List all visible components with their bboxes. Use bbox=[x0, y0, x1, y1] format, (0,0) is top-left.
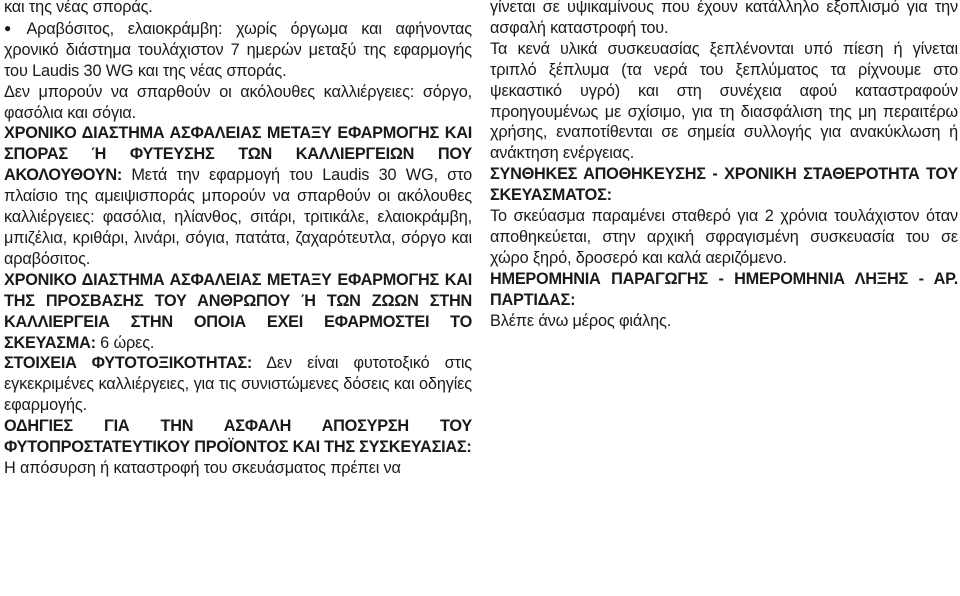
section-body: 6 ώρες. bbox=[95, 333, 155, 352]
section-replanting-interval bbox=[4, 123, 472, 269]
section-body: Μετά την εφαρμογή του Laudis 30 WG, στο πλαίσιο της αμειψισποράς μπορούν να σπαρθούν οι ακόλουθες καλλιέργειες: φασόλια, ηλίανθος, σιτάρι, τριτικάλε, ελαιοκράμβη, μπιζέλια, κριθάρι, λινάρι, σόγια, πατάτα, ζαχαρότευτλα, σόργο και αραβόσιτος. bbox=[4, 166, 472, 268]
section-disposal-body: Η απόσυρση ή καταστροφή του σκευάσματος πρέπει να bbox=[4, 458, 401, 477]
section-reentry-interval bbox=[4, 270, 472, 354]
rotation-bullet-text: Αραβόσιτος, ελαιοκράμβη: χωρίς όργωμα και αφήνοντας χρονικό διάστημα τουλάχιστον 7 ημερών μεταξύ της εφαρμογής του Laudis 30 WG και της νέας σποράς. bbox=[4, 19, 472, 80]
section-heading: ΣΤΟΙΧΕΙΑ ΦΥΤΟΤΟΞΙΚΟΤΗΤΑΣ: bbox=[4, 354, 253, 373]
packaging-rinse-text: Τα κενά υλικά συσκευασίας ξεπλένονται υπό πίεση ή γίνεται τριπλό ξέπλυμα (τα νερά του ξεπλύματος τα ρίχνουμε στο ψεκαστικό υγρό) και στη συνέχεια αφού καταστραφούν προηγουμένως με σχίσιμο, για τη διασφάλιση της μη περαιτέρω χρήσης, εναποτίθενται σε σημεία συλλογής για ανακύκλωση ή ανάκτηση ενέργειας. bbox=[490, 39, 958, 163]
section-heading: ΧΡΟΝΙΚΟ ΔΙΑΣΤΗΜΑ ΑΣΦΑΛΕΙΑΣ ΜΕΤΑΞΥ ΕΦΑΡΜΟΓΗΣ ΚΑΙ ΤΗΣ ΠΡΟΣΒΑΣΗΣ ΤΟΥ ΑΝΘΡΩΠΟΥ Ή ΤΩΝ ΖΩΩΝ ΣΤΗΝ ΚΑΛΛΙΕΡΓΕΙΑ ΣΤΗΝ ΟΠΟΙΑ ΕΧΕΙ ΕΦΑΡΜΟΣΤΕΙ ΤΟ ΣΚΕΥΑΣΜΑ: bbox=[4, 270, 472, 352]
section-storage-body: Το σκεύασμα παραμένει σταθερό για 2 χρόνια τουλάχιστον όταν αποθηκεύεται, στην αρχική σφραγισμένη συσκευασία του σε χώρο ξηρό, δροσερό και καλά αεριζόμενο. bbox=[490, 207, 958, 267]
section-storage-heading: ΣΥΝΘΗΚΕΣ ΑΠΟΘΗΚΕΥΣΗΣ - ΧΡΟΝΙΚΗ ΣΤΑΘΕΡΟΤΗΤΑ ΤΟΥ ΣΚΕΥΑΣΜΑΤΟΣ: bbox=[490, 165, 958, 205]
rotation-text-end: και της νέας σποράς. bbox=[4, 0, 153, 16]
section-heading: ΧΡΟΝΙΚΟ ΔΙΑΣΤΗΜΑ ΑΣΦΑΛΕΙΑΣ ΜΕΤΑΞΥ ΕΦΑΡΜΟΓΗΣ ΚΑΙ ΣΠΟΡΑΣ Ή ΦΥΤΕΥΣΗΣ ΤΩΝ ΚΑΛΛΙΕΡΓΕΙΩΝ ΠΟΥ ΑΚΟΛΟΥΘΟΥΝ: bbox=[4, 124, 472, 185]
left-column bbox=[4, 0, 472, 479]
section-dates-body: Βλέπε άνω μέρος φιάλης. bbox=[490, 311, 672, 330]
right-column bbox=[490, 0, 958, 332]
rotation-bullet-item bbox=[4, 18, 472, 82]
disposal-text-end: γίνεται σε υψικαμίνους που έχουν κατάλληλο εξοπλισμό για την ασφαλή καταστροφή του. bbox=[490, 0, 958, 37]
section-body: Δεν είναι φυτοτοξικό στις εγκεκριμένες καλλιέργειες, για τις συνιστώμενες δόσεις και οδηγίες εφαρμογής. bbox=[4, 354, 472, 415]
section-phytotoxicity bbox=[4, 353, 472, 416]
excluded-crops-text: Δεν μπορούν να σπαρθούν οι ακόλουθες καλλιέργειες: σόργο, φασόλια και σόγια. bbox=[4, 82, 472, 122]
section-disposal-heading: ΟΔΗΓΙΕΣ ΓΙΑ ΤΗΝ ΑΣΦΑΛΗ ΑΠΟΣΥΡΣΗ ΤΟΥ ΦΥΤΟΠΡΟΣΤΑΤΕΥΤΙΚΟΥ ΠΡΟΪΟΝΤΟΣ ΚΑΙ ΤΗΣ ΣΥΣΚΕΥΑΣΙΑΣ: bbox=[4, 417, 472, 457]
section-dates-heading: ΗΜΕΡΟΜΗΝΙΑ ΠΑΡΑΓΩΓΗΣ - ΗΜΕΡΟΜΗΝΙΑ ΛΗΞΗΣ - ΑΡ. ΠΑΡΤΙΔΑΣ: bbox=[490, 269, 958, 309]
bullet-icon: ● bbox=[4, 20, 21, 35]
